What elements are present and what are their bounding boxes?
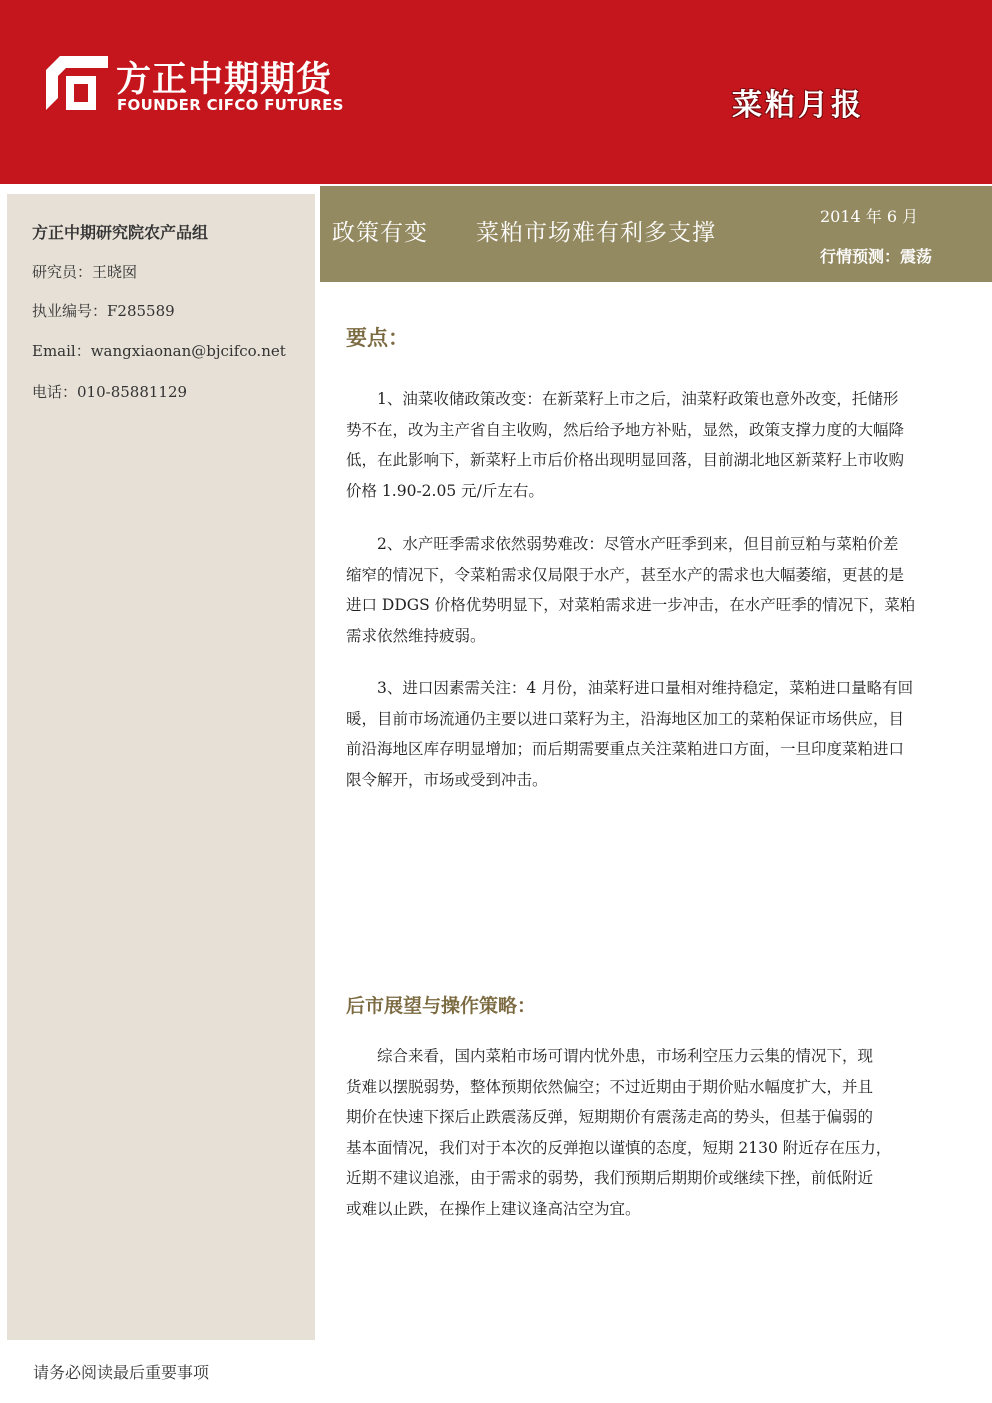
paragraph-line: 进口 DDGS 价格优势明显下，对菜粕需求进一步冲击，在水产旺季的情况下，菜粕 <box>346 596 916 614</box>
paragraph-line: 前沿海地区库存明显增加；而后期需要重点关注菜粕进口方面，一旦印度菜粕进口 <box>346 740 905 758</box>
paragraph-line: 低，在此影响下，新菜籽上市后价格出现明显回落，目前湖北地区新菜籽上市收购 <box>346 451 905 469</box>
paragraph-line: 势不在，改为主产省自主收购，然后给予地方补贴，显然，政策支撑力度的大幅降 <box>346 420 905 439</box>
paragraph-line: 近期不建议追涨，由于需求的弱势，我们预期后期期价或继续下挫，前低附近 <box>346 1169 874 1187</box>
report-date: 2014 年 6 月 <box>820 207 919 226</box>
report-title: 政策有变 菜粕市场难有利多支撑 <box>332 220 716 246</box>
report-type-title: 菜粕月报 <box>732 88 864 123</box>
key-point-paragraph <box>346 384 974 506</box>
founder-logo-icon <box>46 56 108 110</box>
paragraph-line: 缩窄的情况下，令菜粕需求仅局限于水产，甚至水产的需求也大幅萎缩，更甚的是 <box>346 565 905 584</box>
logo-chinese-name: 方正中期期货 <box>116 60 333 100</box>
research-group: 方正中期研究院农产品组 <box>32 223 209 242</box>
paragraph-line: 暖，目前市场流通仍主要以进口菜籽为主，沿海地区加工的菜粕保证市场供应，目 <box>346 709 905 728</box>
paragraph-line: 价格 1.90-2.05 元/斤左右。 <box>346 481 544 500</box>
paragraph-line: 综合来看，国内菜粕市场可谓内忧外患，市场利空压力云集的情况下，现 <box>346 1047 874 1065</box>
logo-english-name: FOUNDER CIFCO FUTURES <box>117 96 344 114</box>
key-point-paragraph <box>346 529 974 651</box>
market-forecast: 行情预测：震荡 <box>820 247 933 266</box>
outlook-heading: 后市展望与操作策略： <box>346 995 537 1017</box>
report-title-bar <box>320 186 992 282</box>
key-points-heading: 要点： <box>346 325 409 350</box>
license-number: 执业编号：F285589 <box>32 302 175 320</box>
analyst-phone: 电话：010-85881129 <box>32 383 188 401</box>
paragraph-line: 货难以摆脱弱势，整体预期依然偏空；不过近期由于期价贴水幅度扩大，并且 <box>346 1077 874 1096</box>
analyst-name: 研究员：王晓囡 <box>32 263 138 281</box>
key-point-paragraph <box>346 673 974 795</box>
paragraph-line: 1、油菜收储政策改变：在新菜籽上市之后，油菜籽政策也意外改变，托储形 <box>346 390 899 408</box>
paragraph-line: 限令解开，市场或受到冲击。 <box>346 770 548 789</box>
outlook-paragraph <box>346 1041 974 1224</box>
paragraph-line: 3、进口因素需关注：4 月份，油菜籽进口量相对维持稳定，菜粕进口量略有回 <box>346 679 914 697</box>
paragraph-line: 基本面情况，我们对于本次的反弹抱以谨慎的态度，短期 2130 附近存在压力， <box>346 1138 892 1157</box>
paragraph-line: 期价在快速下探后止跌震荡反弹，短期期价有震荡走高的势头，但基于偏弱的 <box>346 1108 874 1126</box>
paragraph-line: 需求依然维持疲弱。 <box>346 626 486 645</box>
paragraph-line: 或难以止跌，在操作上建议逢高沽空为宜。 <box>346 1199 641 1218</box>
disclaimer-note: 请务必阅读最后重要事项 <box>33 1363 210 1382</box>
header-band <box>0 0 992 184</box>
paragraph-line: 2、水产旺季需求依然弱势难改：尽管水产旺季到来，但目前豆粕与菜粕价差 <box>346 535 899 553</box>
author-sidebar <box>7 194 315 1340</box>
analyst-email: Email：wangxiaonan@bjcifco.net <box>32 342 286 360</box>
